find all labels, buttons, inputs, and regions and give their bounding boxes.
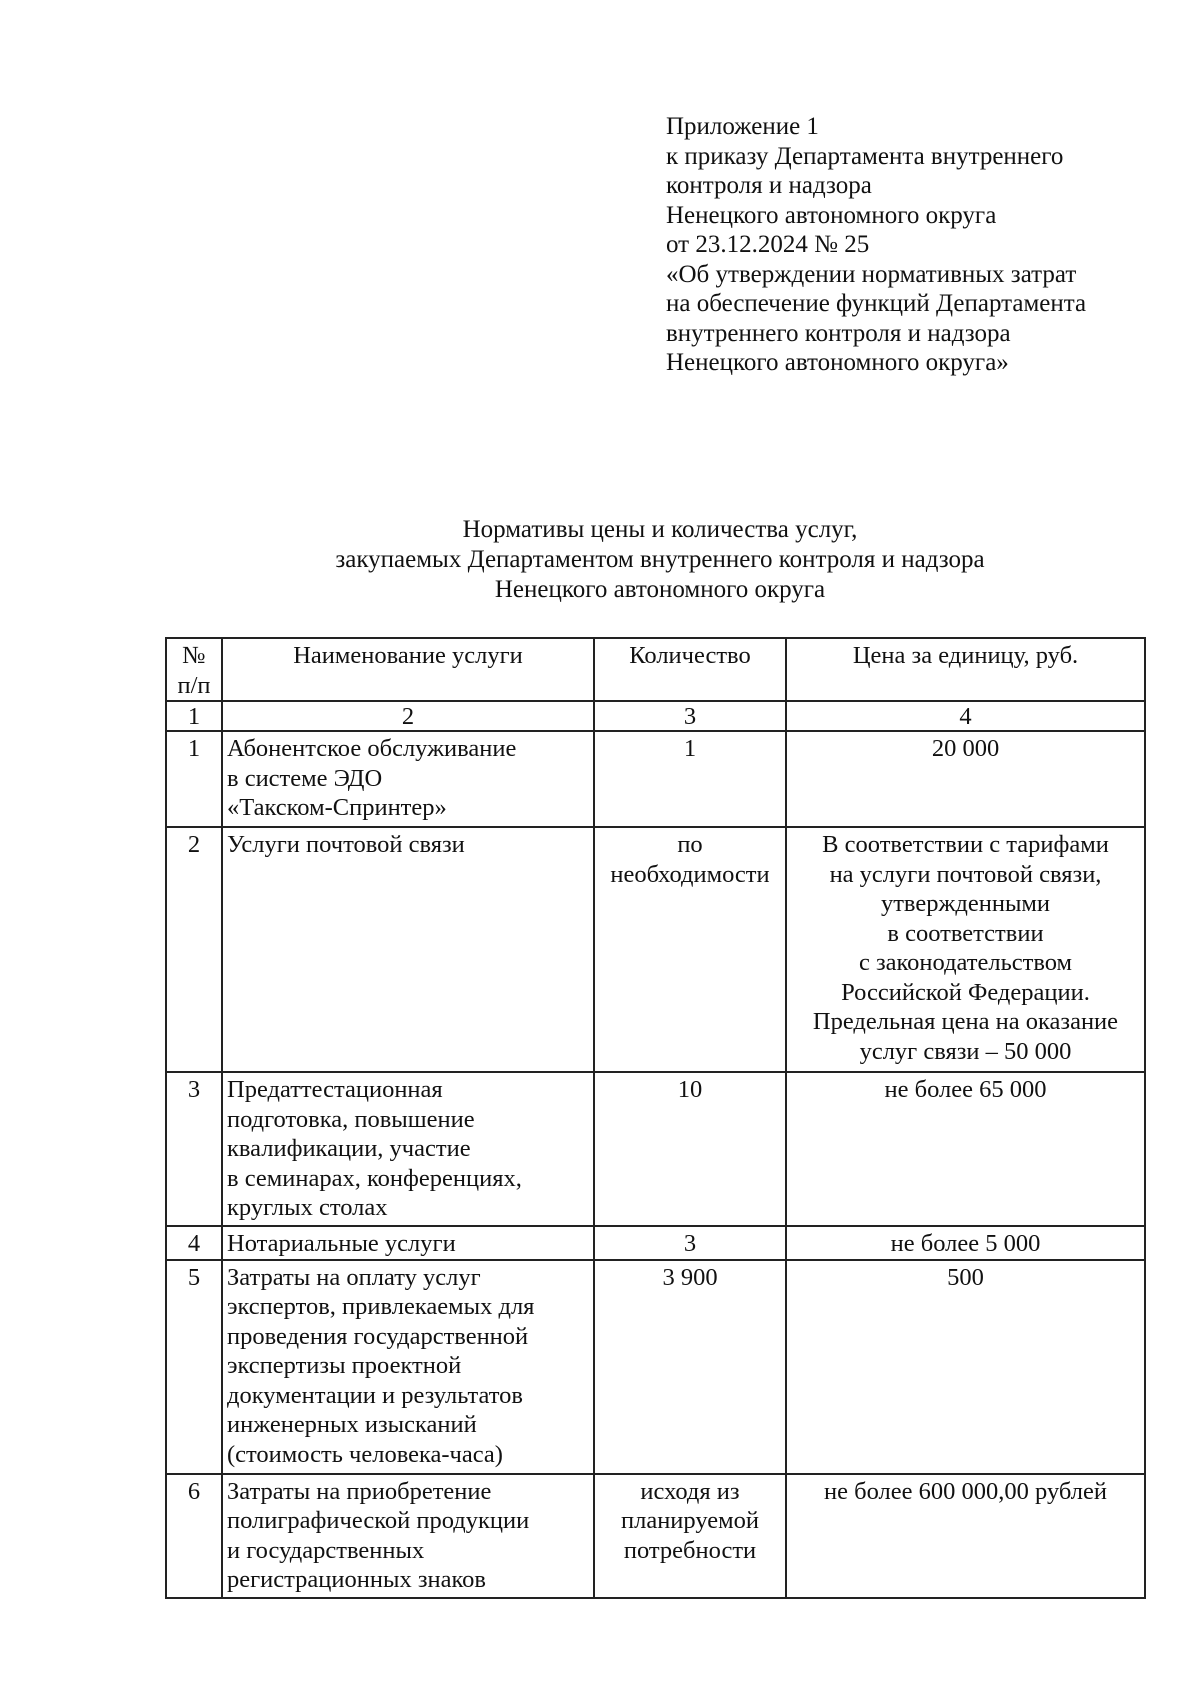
- table-row: [166, 1474, 1145, 1598]
- row-number: 3: [166, 1072, 222, 1226]
- table-row: [166, 1260, 1145, 1474]
- row-number: 4: [166, 1226, 222, 1260]
- norms-table: [165, 637, 1146, 1599]
- title-line: закупаемых Департаментом внутреннего контроля и надзора: [335, 546, 985, 573]
- service-quantity: 3: [594, 1226, 786, 1260]
- row-number: 5: [166, 1260, 222, 1474]
- appendix-line: «Об утверждении нормативных затрат: [666, 260, 1077, 288]
- header-service-name: Наименование услуги: [222, 638, 594, 701]
- service-price: 20 000: [786, 731, 1145, 827]
- appendix-line: на обеспечение функций Департамента: [666, 290, 1087, 317]
- table-header-row: [166, 638, 1145, 701]
- service-price: не более 600 000,00 рублей: [786, 1474, 1145, 1598]
- header-unit-price: Цена за единицу, руб.: [786, 638, 1145, 701]
- appendix-line: Ненецкого автономного округа»: [666, 349, 1009, 376]
- service-name: Предаттестационная подготовка, повышение квалификации, участие в семинарах, конференциях, круглых столах: [222, 1072, 594, 1226]
- service-quantity: по необходимости: [594, 827, 786, 1072]
- appendix-line: от 23.12.2024 № 25: [666, 231, 870, 258]
- column-number: 1: [166, 701, 222, 731]
- title-line: Нормативы цены и количества услуг,: [462, 516, 858, 543]
- header-quantity: Количество: [594, 638, 786, 701]
- service-quantity: 3 900: [594, 1260, 786, 1474]
- appendix-line: к приказу Департамента внутреннего: [666, 142, 1064, 170]
- table-row: [166, 827, 1145, 1072]
- table-row: [166, 1226, 1145, 1260]
- header-number: № п/п: [166, 638, 222, 701]
- column-number-row: [166, 701, 1145, 731]
- service-price: не более 65 000: [786, 1072, 1145, 1226]
- appendix-line: внутреннего контроля и надзора: [666, 319, 1011, 347]
- service-name: Нотариальные услуги: [222, 1226, 594, 1260]
- row-number: 2: [166, 827, 222, 1072]
- column-number: 3: [594, 701, 786, 731]
- table-row: [166, 731, 1145, 827]
- row-number: 1: [166, 731, 222, 827]
- service-name: Затраты на приобретение полиграфической продукции и государственных регистрационных знаков: [222, 1474, 594, 1598]
- service-name: Услуги почтовой связи: [222, 827, 594, 1072]
- appendix-block: [666, 112, 1136, 378]
- service-quantity: 1: [594, 731, 786, 827]
- service-quantity: 10: [594, 1072, 786, 1226]
- appendix-line: контроля и надзора: [666, 172, 872, 199]
- table-row: [166, 1072, 1145, 1226]
- appendix-line: Приложение 1: [666, 113, 819, 140]
- service-name: Абонентское обслуживание в системе ЭДО «Такском-Спринтер»: [222, 731, 594, 827]
- title-line: Ненецкого автономного округа: [494, 576, 826, 603]
- service-price: не более 5 000: [786, 1226, 1145, 1260]
- document-title: [160, 515, 1160, 605]
- service-price: В соответствии с тарифами на услуги почтовой связи, утвержденными в соответствии с законодательством Российской Федерации. Предельная цена на оказание услуг связи – 50 000: [786, 827, 1145, 1072]
- service-price: 500: [786, 1260, 1145, 1474]
- service-name: Затраты на оплату услуг экспертов, привлекаемых для проведения государственной экспертизы проектной документации и результатов инженерных изысканий (стоимость человека-часа): [222, 1260, 594, 1474]
- appendix-line: Ненецкого автономного округа: [666, 201, 997, 229]
- service-quantity: исходя из планируемой потребности: [594, 1474, 786, 1598]
- row-number: 6: [166, 1474, 222, 1598]
- column-number: 2: [222, 701, 594, 731]
- column-number: 4: [786, 701, 1145, 731]
